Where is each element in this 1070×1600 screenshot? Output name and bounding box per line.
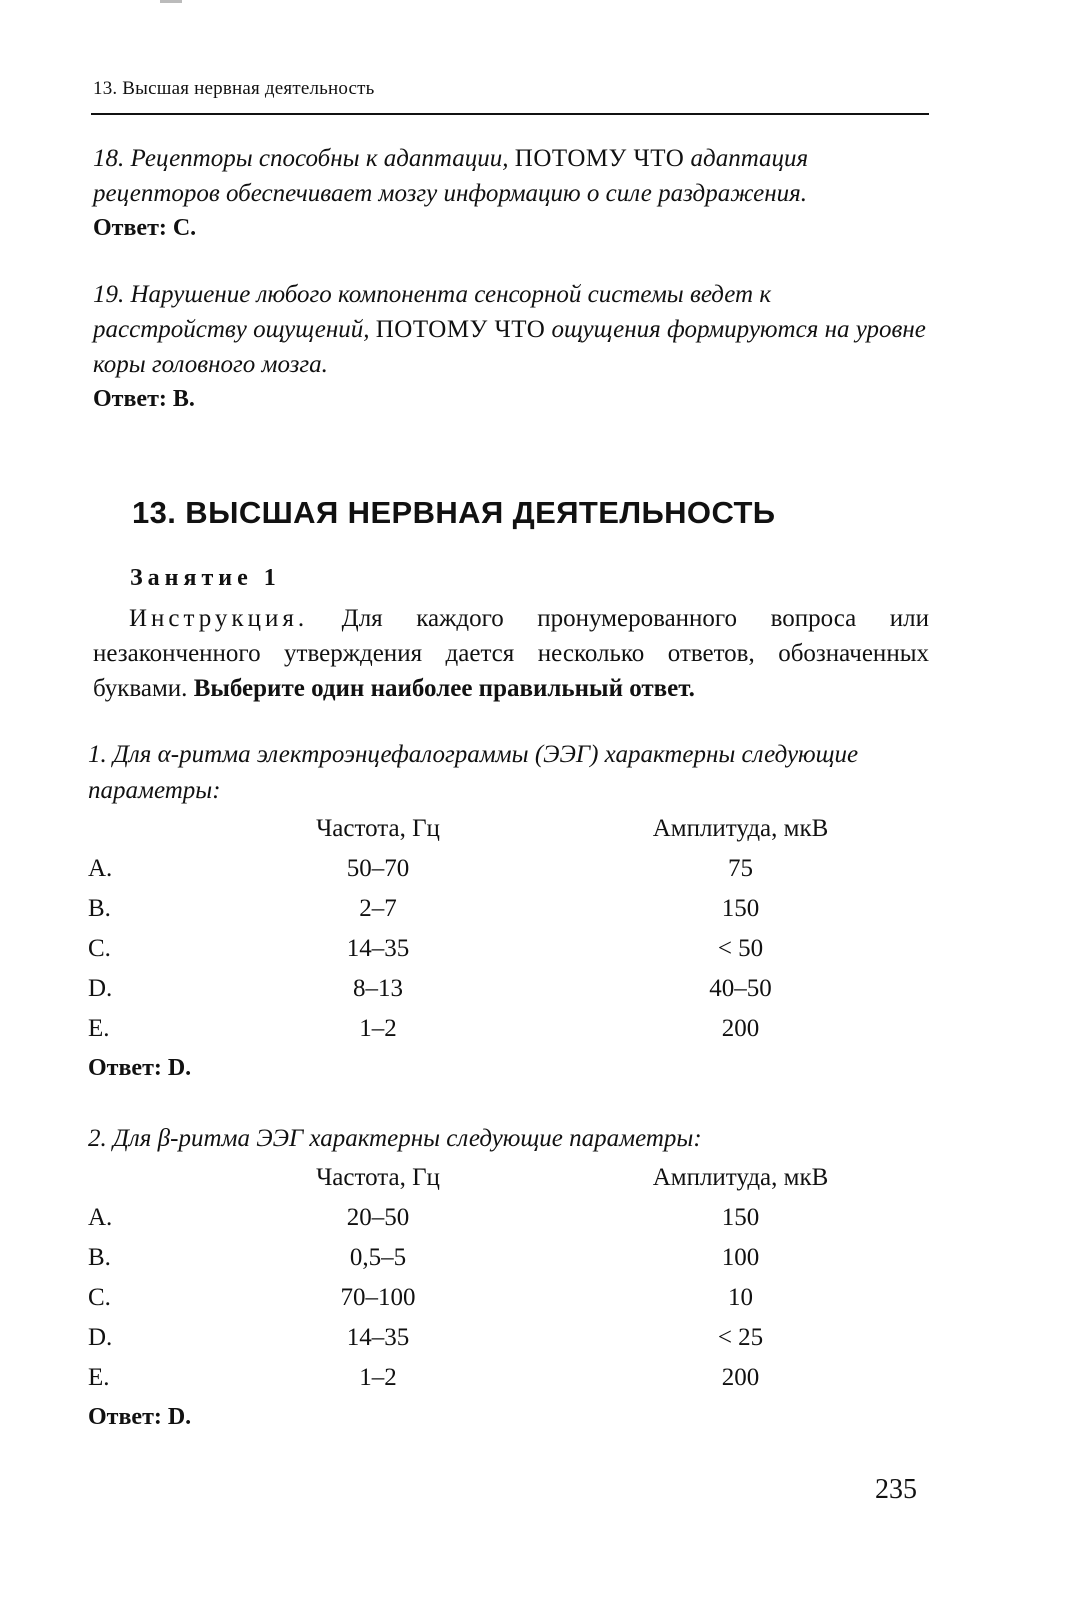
options-header-row [88,815,888,855]
option-letter: D. [88,975,113,1002]
option-letter: C. [88,935,111,962]
column-header-amplitude: Амплитуда, мкВ [652,815,829,842]
option-frequency: 1–2 [359,1364,397,1391]
question-19-answer: Ответ: В. [93,386,195,412]
column-header-amplitude: Амплитуда, мкВ [652,1164,829,1191]
question-19 [93,277,931,417]
header-rule [91,113,929,115]
option-frequency: 70–100 [340,1284,416,1311]
option-row [88,1324,888,1364]
option-row [88,1284,888,1324]
question-1-answer: Ответ: D. [88,1055,192,1081]
running-header: 13. Высшая нервная деятельность [93,78,375,99]
question-premise: Рецепторы способны к адаптации, [130,145,509,172]
option-frequency: 0,5–5 [349,1244,407,1271]
column-header-frequency: Частота, Гц [316,815,440,842]
answer-row [88,1404,888,1444]
option-amplitude: < 25 [717,1324,764,1351]
option-frequency: 8–13 [353,975,403,1002]
option-amplitude: 75 [728,855,753,882]
option-row [88,975,888,1015]
options-header-row [88,1164,888,1204]
question-2-answer: Ответ: D. [88,1404,192,1430]
column-header-frequency: Частота, Гц [316,1164,440,1191]
option-row [88,1015,888,1055]
instruction-text: Для каждого пронумерованного вопроса или незаконченного утверждения дается несколько ответов, обозначенных буквами. [93,605,930,702]
option-letter: B. [88,895,111,922]
option-amplitude: 40–50 [709,975,772,1002]
question-number: 18. [93,145,125,172]
question-reason: ощущения формируются на уровне коры головного мозга. [93,316,926,378]
option-amplitude: 100 [721,1244,760,1271]
option-letter: D. [88,1324,113,1351]
option-amplitude: 200 [721,1015,760,1042]
question-19-text [93,277,931,382]
option-letter: E. [88,1364,110,1391]
option-amplitude: 150 [721,895,760,922]
question-number: 19. [93,281,125,308]
option-letter: A. [88,855,113,882]
question-1-text: 1. Для α-ритма электроэнцефалограммы (ЭЭГ) характерны следующие параметры: [88,741,859,804]
option-letter: E. [88,1015,110,1042]
option-letter: A. [88,1204,113,1231]
option-row [88,1204,888,1244]
instruction-paragraph [93,601,929,706]
option-amplitude: 150 [721,1204,760,1231]
option-letter: C. [88,1284,111,1311]
option-amplitude: < 50 [717,935,764,962]
option-row [88,895,888,935]
option-row [88,1244,888,1284]
option-frequency: 2–7 [359,895,397,922]
question-18 [93,141,931,246]
section-title: 13. ВЫСШАЯ НЕРВНАЯ ДЕЯТЕЛЬНОСТЬ [132,495,776,530]
answer-row [88,1055,888,1095]
option-amplitude: 10 [728,1284,753,1311]
instruction-label: Инструкция. [129,605,309,632]
question-18-answer: Ответ: С. [93,215,197,241]
question-18-text [93,141,931,211]
question-2-options [88,1164,888,1444]
option-letter: B. [88,1244,111,1271]
question-2-text: 2. Для β-ритма ЭЭГ характерны следующие параметры: [88,1125,702,1152]
question-1-options [88,815,888,1095]
because-connector: ПОТОМУ ЧТО [514,145,685,172]
lesson-title: Занятие 1 [130,565,281,591]
option-frequency: 14–35 [346,1324,410,1351]
option-row [88,855,888,895]
option-row [88,1364,888,1404]
option-frequency: 20–50 [346,1204,410,1231]
because-connector: ПОТОМУ ЧТО [375,316,546,343]
page-number: 235 [875,1474,917,1505]
option-amplitude: 200 [721,1364,760,1391]
option-frequency: 50–70 [346,855,410,882]
option-frequency: 1–2 [359,1015,397,1042]
scan-artifact [160,0,182,3]
question-premise: Нарушение любого компонента сенсорной системы ведет к расстройству ощущений, [93,281,772,343]
option-row [88,935,888,975]
option-frequency: 14–35 [346,935,410,962]
question-reason: адаптация рецепторов обеспечивает мозгу информацию о силе раздражения. [93,145,809,207]
instruction-emphasis: Выберите один наиболее правильный ответ. [193,675,695,702]
